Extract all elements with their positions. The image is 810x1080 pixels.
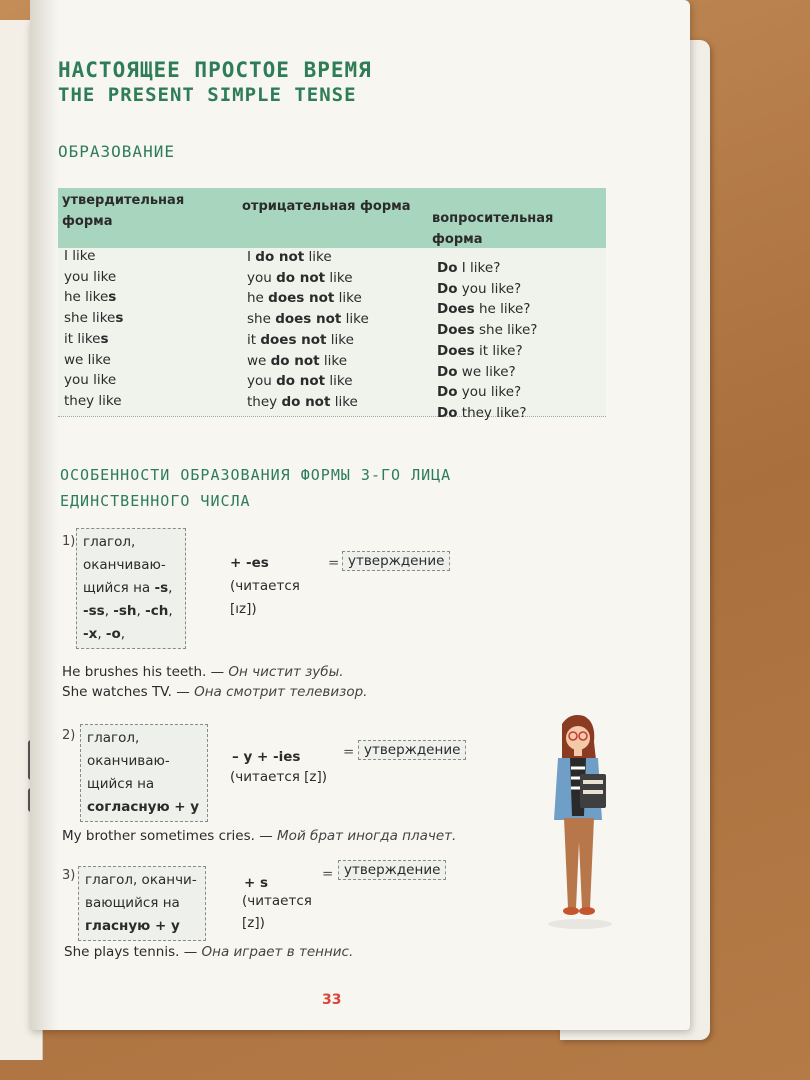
rule-3-transcription: [z]) (242, 915, 265, 931)
header-negative: отрицательная форма (242, 199, 411, 214)
table-row: he does not like (247, 290, 362, 307)
table-row: Do you like? (437, 384, 522, 401)
rule-1-suffix: + -es (230, 555, 269, 571)
question-column (437, 258, 537, 424)
table-row: Do they like? (437, 404, 527, 421)
table-row: you do not like (247, 269, 353, 286)
table-row: Does she like? (437, 322, 538, 339)
table-row: they do not like (247, 393, 358, 410)
table-row: Do I like? (437, 260, 501, 276)
negative-column (247, 247, 369, 413)
box-line: вающийся на (85, 895, 180, 911)
rule-2-condition-box (80, 724, 208, 822)
header-affirmative: утвердительная форма (62, 193, 185, 229)
rule-number: 2) (62, 728, 76, 743)
table-row: they like (64, 392, 122, 409)
section-formation-title: ОБРАЗОВАНИЕ (58, 142, 175, 161)
table-row: she likes (64, 310, 124, 327)
rule-2-result: утверждение (358, 740, 466, 760)
rule-2-reading: (читается [z]) (230, 769, 328, 785)
page-number: 33 (322, 992, 342, 1008)
rule-1-transcription: [ız]) (230, 601, 257, 617)
example-sentence: She watches TV. — Она смотрит телевизор. (62, 684, 368, 700)
table-row: Does it like? (437, 342, 523, 359)
equals-sign: = (328, 555, 340, 571)
box-line: согласную + y (87, 799, 200, 815)
box-line: щийся на (87, 776, 155, 792)
box-line: оканчиваю- (87, 753, 170, 769)
rule-1-reading: (читается (230, 578, 300, 594)
table-row: Do we like? (437, 363, 516, 380)
box-line: -ss, -sh, -ch, (83, 603, 173, 619)
example-sentence: She plays tennis. — Она играет в теннис. (64, 944, 354, 960)
table-row: I do not like (247, 249, 332, 265)
table-row: you like (64, 268, 117, 285)
table-row: you like (64, 372, 117, 389)
section-third-person-title (60, 462, 580, 514)
rule-1-condition-box (76, 528, 186, 649)
title-english: THE PRESENT SIMPLE TENSE (58, 84, 357, 106)
table-row: Do you like? (437, 280, 522, 297)
table-row: he likes (64, 289, 117, 306)
box-line: глагол, оканчи- (85, 872, 197, 888)
example-sentence: He brushes his teeth. — Он чистит зубы. (62, 664, 344, 680)
equals-sign: = (322, 866, 334, 882)
rule-3-condition-box (78, 866, 206, 941)
equals-sign: = (343, 744, 355, 760)
page-gutter (30, 0, 58, 1030)
table-row: she does not like (247, 311, 369, 328)
section-title-line: ЕДИНСТВЕННОГО ЧИСЛА (60, 492, 251, 510)
box-line: глагол, (83, 534, 136, 550)
table-row: it does not like (247, 331, 354, 348)
rule-number: 3) (62, 868, 76, 883)
example-sentence: My brother sometimes cries. — Мой брат иногда плачет. (62, 828, 457, 844)
table-row: Does he like? (437, 301, 531, 318)
table-row: we like (64, 351, 111, 368)
rule-3-reading: (читается (242, 893, 312, 909)
box-line: гласную + y (85, 918, 180, 934)
header-question: вопросительная форма (432, 211, 554, 247)
rule-3-result: утверждение (338, 860, 446, 880)
box-line: -x, -o, (83, 626, 126, 642)
rule-3-suffix: + s (244, 875, 269, 891)
table-row: I like (64, 248, 96, 264)
rule-number: 1) (62, 534, 76, 549)
girl-illustration (540, 712, 630, 932)
table-row: you do not like (247, 373, 353, 390)
affirmative-column (64, 246, 123, 412)
section-title-line: ОСОБЕННОСТИ ОБРАЗОВАНИЯ ФОРМЫ 3-ГО ЛИЦА (60, 466, 452, 484)
box-line: оканчиваю- (83, 557, 166, 573)
table-row: it likes (64, 330, 109, 347)
rule-1-result: утверждение (342, 551, 450, 571)
title-russian: НАСТОЯЩЕЕ ПРОСТОЕ ВРЕМЯ (58, 58, 372, 82)
table-header (58, 188, 606, 248)
box-line: щийся на -s, (83, 580, 173, 596)
table-row: we do not like (247, 352, 348, 369)
box-line: глагол, (87, 730, 140, 746)
rule-2-suffix: – y + -ies (232, 749, 301, 765)
